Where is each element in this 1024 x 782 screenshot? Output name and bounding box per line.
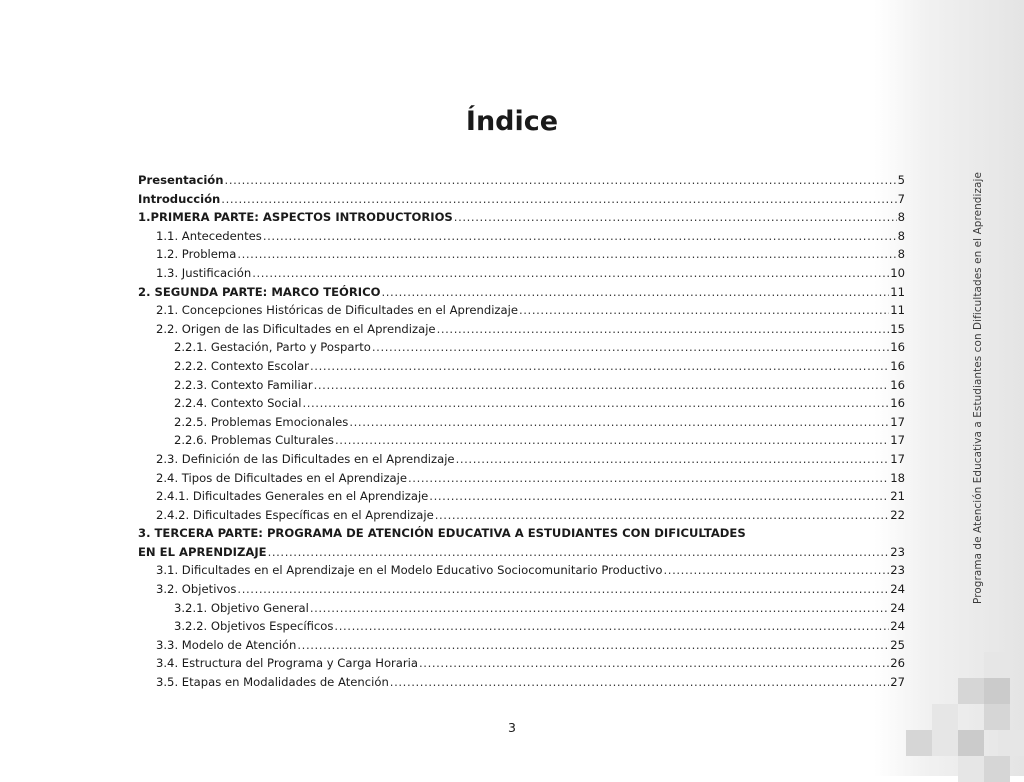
toc-entry-page: 16 xyxy=(890,340,905,355)
toc-entry-page: 23 xyxy=(890,563,905,578)
toc-entry[interactable] xyxy=(138,208,905,227)
toc-entry[interactable] xyxy=(138,487,905,506)
toc-leader xyxy=(314,376,890,395)
toc-entry[interactable] xyxy=(138,171,905,190)
toc-entry-page: 16 xyxy=(890,358,905,373)
toc-leader xyxy=(408,469,889,488)
toc-entry[interactable] xyxy=(138,654,905,673)
toc-entry-page: 17 xyxy=(890,414,905,429)
toc-entry[interactable] xyxy=(138,338,905,357)
toc-entry[interactable] xyxy=(138,394,905,413)
toc-entry-page: 8 xyxy=(897,210,905,225)
toc-entry-label: 2.3. Definición de las Dificultades en el Aprendizaje xyxy=(156,451,455,466)
toc-entry-label: 1.2. Problema xyxy=(156,247,237,262)
toc-leader xyxy=(302,394,889,413)
toc-leader xyxy=(390,673,889,692)
toc-entry[interactable] xyxy=(138,469,905,488)
toc-entry[interactable] xyxy=(138,245,905,264)
toc-entry-label: 3.2.1. Objetivo General xyxy=(174,600,309,615)
toc-entry-label: 2.4.2. Dificultades Específicas en el Aprendizaje xyxy=(156,507,434,522)
toc-entry-label: 2.2.6. Problemas Culturales xyxy=(174,433,334,448)
toc-entry-label: 1.3. Justificación xyxy=(156,265,252,280)
toc-entry-label: 3.2. Objetivos xyxy=(156,582,237,597)
toc-entry-page: 27 xyxy=(890,675,905,690)
toc-entry[interactable] xyxy=(138,413,905,432)
toc-entry-label: 2.2. Origen de las Dificultades en el Aprendizaje xyxy=(156,321,436,336)
toc-entry[interactable] xyxy=(138,357,905,376)
toc-entry-page: 11 xyxy=(890,284,905,299)
toc-entry[interactable] xyxy=(138,636,905,655)
toc-entry-label: 2.2.3. Contexto Familiar xyxy=(174,377,313,392)
toc-entry-page: 8 xyxy=(897,247,905,262)
toc-leader xyxy=(252,264,889,283)
toc-entry-page: 16 xyxy=(890,377,905,392)
toc-entry-page: 16 xyxy=(890,396,905,411)
toc-entry-page: 8 xyxy=(897,228,905,243)
toc-entry-page: 21 xyxy=(890,489,905,504)
toc-entry-label: Introducción xyxy=(138,191,221,206)
page-title: Índice xyxy=(465,106,559,137)
toc-entry-page: 18 xyxy=(890,470,905,485)
toc-leader xyxy=(454,208,897,227)
toc-leader xyxy=(310,599,889,618)
toc-entry-label: 2.2.4. Contexto Social xyxy=(174,396,302,411)
toc-entry[interactable] xyxy=(138,376,905,395)
toc-entry-label: 2.4. Tipos de Dificultades en el Aprendizaje xyxy=(156,470,407,485)
toc-entry[interactable] xyxy=(138,561,905,580)
toc-entry-page: 17 xyxy=(890,433,905,448)
toc-leader xyxy=(237,245,896,264)
toc-entry[interactable] xyxy=(138,450,905,469)
toc-entry[interactable] xyxy=(138,320,905,339)
toc-entry-page: 22 xyxy=(890,507,905,522)
toc-entry-page: 17 xyxy=(890,451,905,466)
side-caption: Programa de Atención Educativa a Estudiantes con Dificultades en el Aprendizaje xyxy=(972,172,984,604)
toc-entry-page: 24 xyxy=(890,582,905,597)
toc-leader xyxy=(437,320,890,339)
toc-entry-page: 10 xyxy=(890,265,905,280)
toc-leader xyxy=(381,283,889,302)
toc-entry-page: 24 xyxy=(890,600,905,615)
toc-entry[interactable] xyxy=(138,264,905,283)
toc-entry[interactable] xyxy=(138,543,905,562)
toc-entry-page: 11 xyxy=(890,303,905,318)
toc-entry-heading-line[interactable] xyxy=(138,524,905,543)
toc-entry-label: 3.2.2. Objetivos Específicos xyxy=(174,619,334,634)
toc-leader xyxy=(456,450,890,469)
toc-leader xyxy=(435,506,890,525)
toc-entry-label: Presentación xyxy=(138,173,224,187)
toc-leader xyxy=(372,338,889,357)
toc-leader xyxy=(429,487,889,506)
toc-entry[interactable] xyxy=(138,599,905,618)
toc-leader xyxy=(664,561,890,580)
toc-entry-label: 2.2.1. Gestación, Parto y Posparto xyxy=(174,340,371,355)
toc-leader xyxy=(268,543,890,562)
toc-entry-page: 7 xyxy=(897,191,905,206)
table-of-contents xyxy=(138,171,905,692)
toc-leader xyxy=(225,171,897,190)
toc-entry[interactable] xyxy=(138,227,905,246)
toc-entry-label-continued: EN EL APRENDIZAJE xyxy=(138,544,267,559)
toc-entry[interactable] xyxy=(138,301,905,320)
toc-entry[interactable] xyxy=(138,431,905,450)
toc-entry[interactable] xyxy=(138,580,905,599)
toc-entry-label: 3. TERCERA PARTE: PROGRAMA DE ATENCIÓN EDUCATIVA A ESTUDIANTES CON DIFICULTADES xyxy=(138,526,746,541)
toc-entry[interactable] xyxy=(138,673,905,692)
toc-leader xyxy=(310,357,889,376)
toc-entry-label: 3.1. Dificultades en el Aprendizaje en el Modelo Educativo Sociocomunitario Productivo xyxy=(156,563,663,578)
toc-entry-label: 2.1. Concepciones Históricas de Dificultades en el Aprendizaje xyxy=(156,303,518,318)
page-number: 3 xyxy=(508,720,516,735)
toc-entry-label: 1.PRIMERA PARTE: ASPECTOS INTRODUCTORIOS xyxy=(138,210,453,225)
toc-entry-label: 1.1. Antecedentes xyxy=(156,228,262,243)
toc-leader xyxy=(349,413,889,432)
toc-entry-page: 5 xyxy=(897,173,905,187)
toc-entry-label: 3.5. Etapas en Modalidades de Atención xyxy=(156,675,389,690)
toc-entry-page: 25 xyxy=(890,637,905,652)
toc-leader xyxy=(237,580,889,599)
toc-entry-label: 2. SEGUNDA PARTE: MARCO TEÓRICO xyxy=(138,284,381,299)
toc-leader xyxy=(334,617,889,636)
toc-leader xyxy=(519,301,889,320)
toc-leader xyxy=(263,227,897,246)
toc-leader xyxy=(221,190,896,209)
toc-entry[interactable] xyxy=(138,190,905,209)
toc-entry[interactable] xyxy=(138,617,905,636)
toc-entry-label: 2.4.1. Dificultades Generales en el Aprendizaje xyxy=(156,489,429,504)
toc-entry-page: 15 xyxy=(890,321,905,336)
toc-entry-label: 3.4. Estructura del Programa y Carga Horaria xyxy=(156,656,418,671)
toc-entry-label: 3.3. Modelo de Atención xyxy=(156,637,297,652)
toc-entry-label: 2.2.2. Contexto Escolar xyxy=(174,358,309,373)
toc-entry-page: 23 xyxy=(890,544,905,559)
toc-leader xyxy=(419,654,889,673)
toc-entry[interactable] xyxy=(138,506,905,525)
toc-leader xyxy=(335,431,889,450)
toc-entry-label: 2.2.5. Problemas Emocionales xyxy=(174,414,349,429)
toc-entry-page: 26 xyxy=(890,656,905,671)
toc-leader xyxy=(297,636,889,655)
toc-entry-page: 24 xyxy=(890,619,905,634)
toc-entry[interactable] xyxy=(138,283,905,302)
